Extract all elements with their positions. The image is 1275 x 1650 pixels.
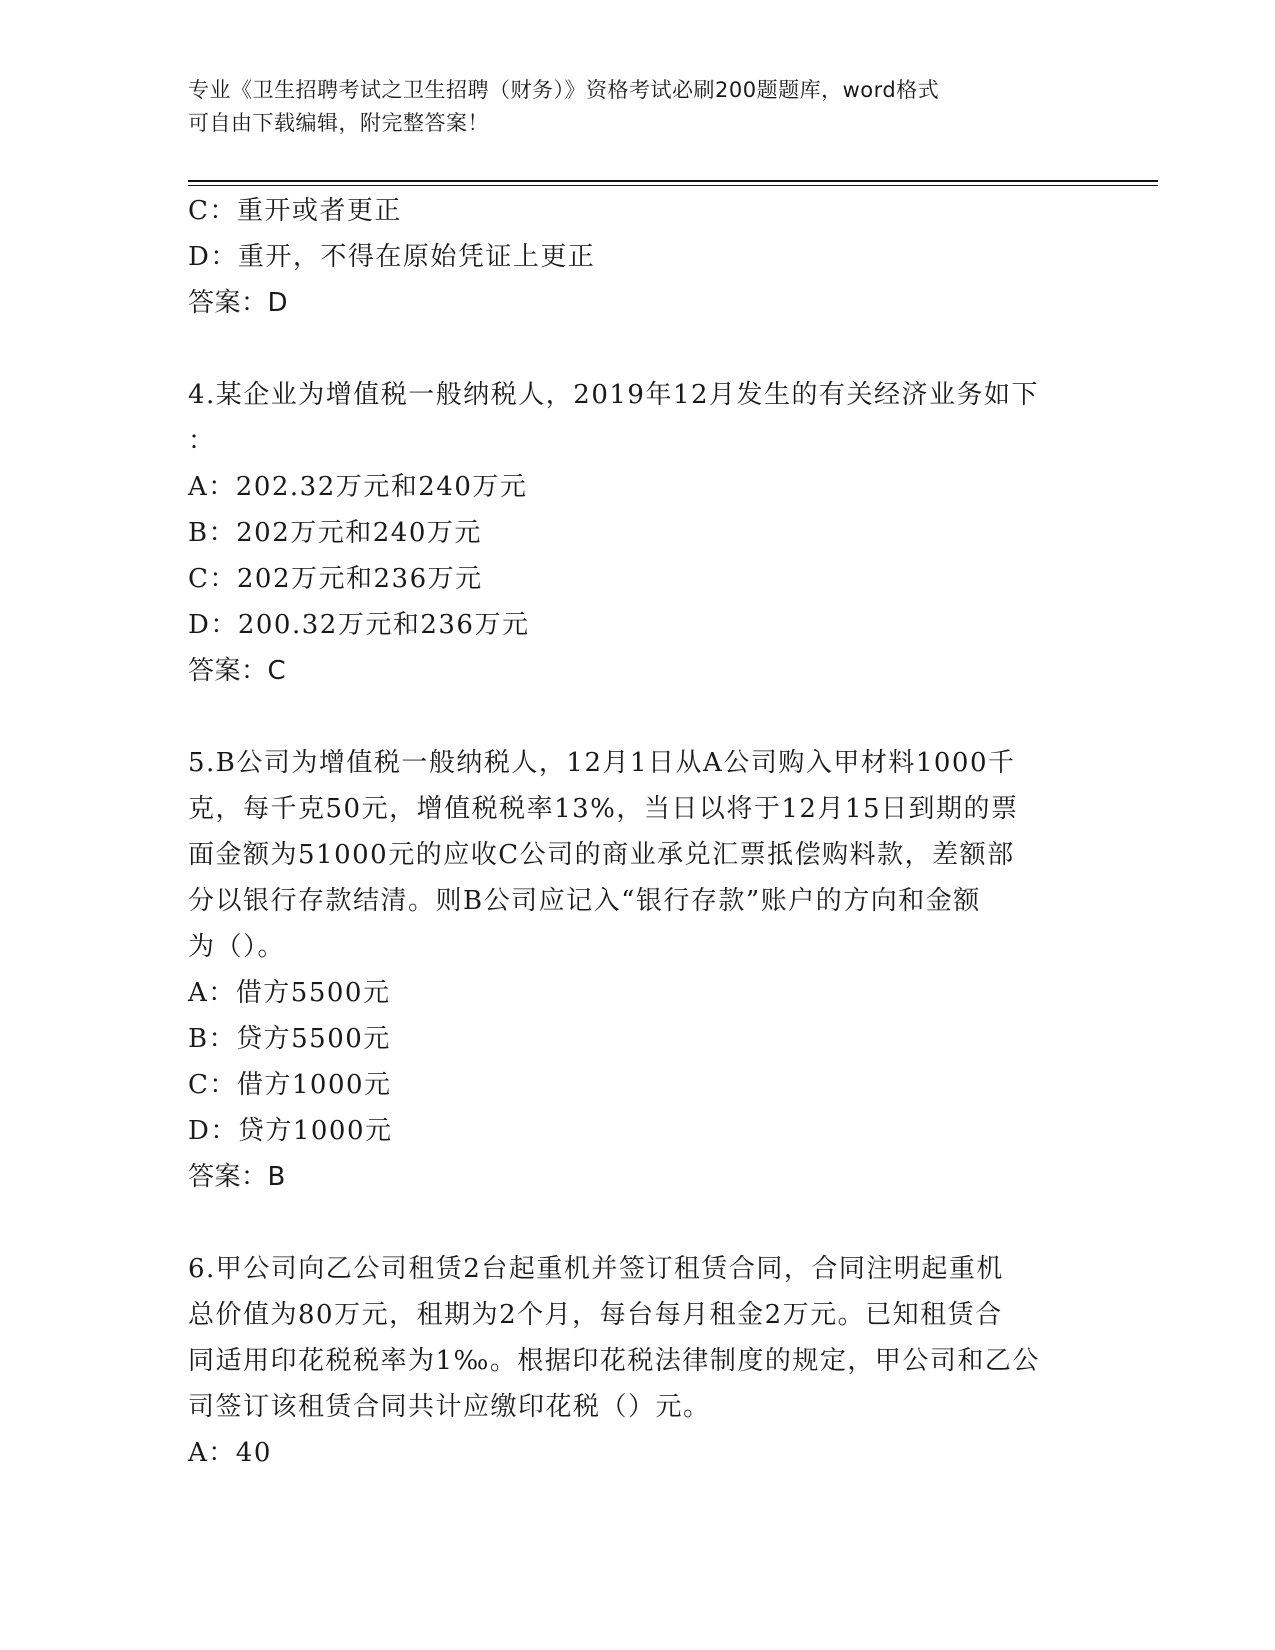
option-d: D：贷方1000元 xyxy=(188,1116,393,1146)
question-stem-line: 4.某企业为增值税一般纳税人，2019年12月发生的有关经济业务如下 xyxy=(188,380,1040,410)
question-5 xyxy=(188,740,1088,1200)
question-stem-line: 同适用印花税税率为1‰。根据印花税法律制度的规定，甲公司和乙公 xyxy=(188,1346,1040,1376)
question-stem-line: ： xyxy=(188,426,216,456)
option-b: B：202万元和240万元 xyxy=(188,518,482,548)
header-line-1: 专业《卫生招聘考试之卫生招聘（财务）》资格考试必刷200题题库，word格式 xyxy=(188,78,940,102)
document-body xyxy=(188,188,1088,1476)
question-stem-line: 6.甲公司向乙公司租赁2台起重机并签订租赁合同，合同注明起重机 xyxy=(188,1254,1004,1284)
question-stem-line: 司签订该租赁合同共计应缴印花税（）元。 xyxy=(188,1392,711,1422)
header-rule-thin xyxy=(188,185,1158,186)
answer-line: 答案：C xyxy=(188,656,287,686)
document-header xyxy=(188,74,1068,140)
option-c: C：重开或者更正 xyxy=(188,196,402,226)
question-stem-line: 面金额为51000元的应收C公司的商业承兑汇票抵偿购料款，差额部 xyxy=(188,840,1015,870)
header-line-2: 可自由下载编辑，附完整答案！ xyxy=(188,111,489,135)
option-a: A：借方5500元 xyxy=(188,978,391,1008)
question-stem-line: 分以银行存款结清。则B公司应记入“银行存款”账户的方向和金额 xyxy=(188,886,981,916)
question-stem-line: 为（）。 xyxy=(188,932,286,962)
option-c: C：202万元和236万元 xyxy=(188,564,483,594)
question-3-tail xyxy=(188,188,1088,326)
option-d: D：200.32万元和236万元 xyxy=(188,610,530,640)
header-rule-thick xyxy=(188,180,1158,182)
option-d: D：重开，不得在原始凭证上更正 xyxy=(188,242,596,272)
option-b: B：贷方5500元 xyxy=(188,1024,391,1054)
question-6 xyxy=(188,1246,1088,1476)
option-a: A：40 xyxy=(188,1438,272,1468)
answer-line: 答案：B xyxy=(188,1162,286,1192)
option-c: C：借方1000元 xyxy=(188,1070,392,1100)
question-stem-line: 克，每千克50元，增值税税率13%，当日以将于12月15日到期的票 xyxy=(188,794,1019,824)
answer-line: 答案：D xyxy=(188,288,289,318)
option-a: A：202.32万元和240万元 xyxy=(188,472,528,502)
question-4 xyxy=(188,372,1088,694)
question-stem-line: 总价值为80万元，租期为2个月，每台每月租金2万元。已知租赁合 xyxy=(188,1300,1003,1330)
question-stem-line: 5.B公司为增值税一般纳税人，12月1日从A公司购入甲材料1000千 xyxy=(188,748,1016,778)
